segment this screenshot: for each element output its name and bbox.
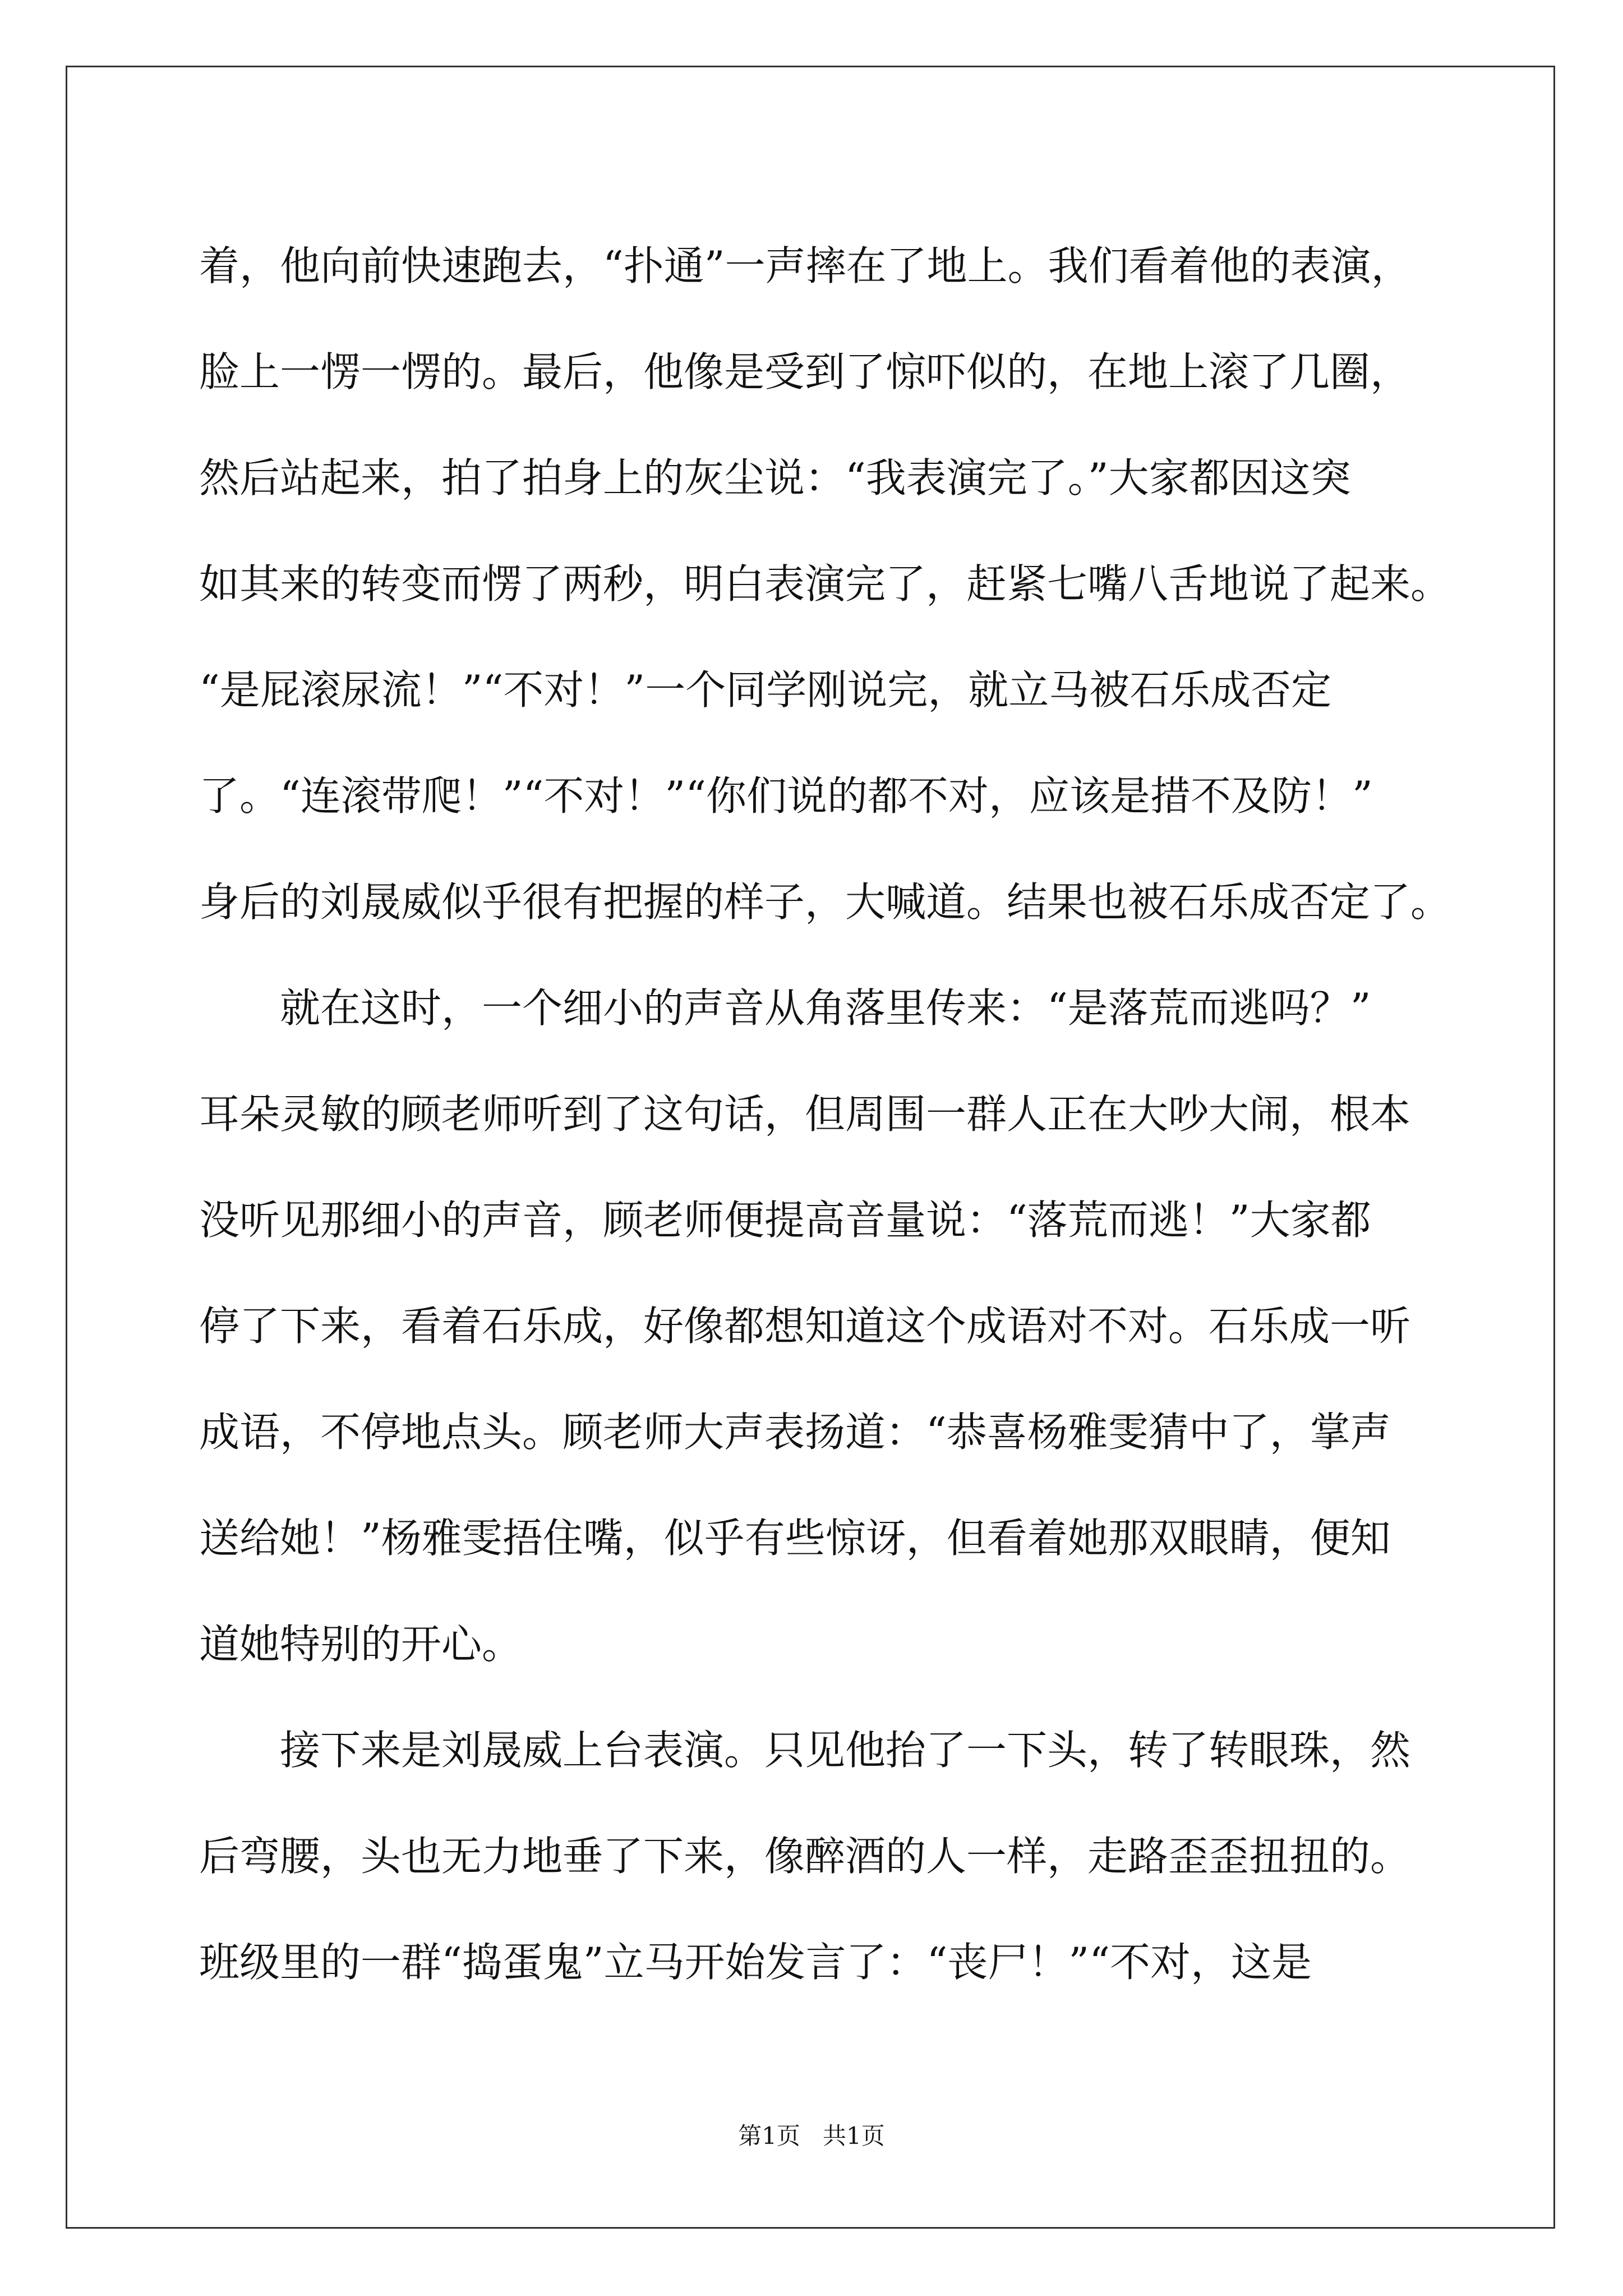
text-line: 没听见那细小的声音，顾老师便提高音量说：“落荒而逃！”大家都 — [199, 1197, 1371, 1244]
text-line: 接下来是刘晟威上台表演。只见他抬了一下头，转了转眼珠，然 — [280, 1727, 1411, 1774]
document-body — [199, 213, 1455, 2016]
text-line: 了。“连滚带爬！”“不对！”“你们说的都不对，应该是措不及防！” — [199, 772, 1373, 820]
text-line: 如其来的转变而愣了两秒，明白表演完了，赶紧七嘴八舌地说了起来。 — [199, 560, 1451, 608]
text-line: 着，他向前快速跑去，“扑通”一声摔在了地上。我们看着他的表演， — [199, 242, 1412, 289]
text-line: 后弯腰，头也无力地垂了下来，像醉酒的人一样，走路歪歪扭扭的。 — [199, 1833, 1411, 1880]
text-line: 停了下来，看着石乐成，好像都想知道这个成语对不对。石乐成一听 — [199, 1303, 1411, 1350]
page-number-total: 共1页 — [823, 2122, 885, 2150]
text-line: 成语，不停地点头。顾老师大声表扬道：“恭喜杨雅雯猜中了，掌声 — [199, 1409, 1391, 1456]
text-line: 耳朵灵敏的顾老师听到了这句话，但周围一群人正在大吵大闹，根本 — [199, 1091, 1411, 1138]
text-line: 送给她！”杨雅雯捂住嘴，似乎有些惊讶，但看着她那双眼睛，便知 — [199, 1515, 1391, 1562]
page-footer — [0, 2118, 1623, 2151]
text-line: 身后的刘晟威似乎很有把握的样子，大喊道。结果也被石乐成否定了。 — [199, 878, 1451, 926]
text-line: 脸上一愣一愣的。最后，他像是受到了惊吓似的，在地上滚了几圈， — [199, 348, 1411, 395]
text-line: 班级里的一群“捣蛋鬼”立马开始发言了：“丧尸！”“不对，这是 — [199, 1939, 1312, 1986]
text-line: 道她特别的开心。 — [199, 1621, 523, 1668]
page-number-current: 第1页 — [738, 2122, 800, 2150]
text-line: “是屁滚尿流！”“不对！”一个同学刚说完，就立马被石乐成否定 — [199, 666, 1332, 714]
text-line: 就在这时，一个细小的声音从角落里传来：“是落荒而逃吗？” — [280, 984, 1371, 1032]
text-line: 然后站起来，拍了拍身上的灰尘说：“我表演完了。”大家都因这突 — [199, 454, 1351, 501]
